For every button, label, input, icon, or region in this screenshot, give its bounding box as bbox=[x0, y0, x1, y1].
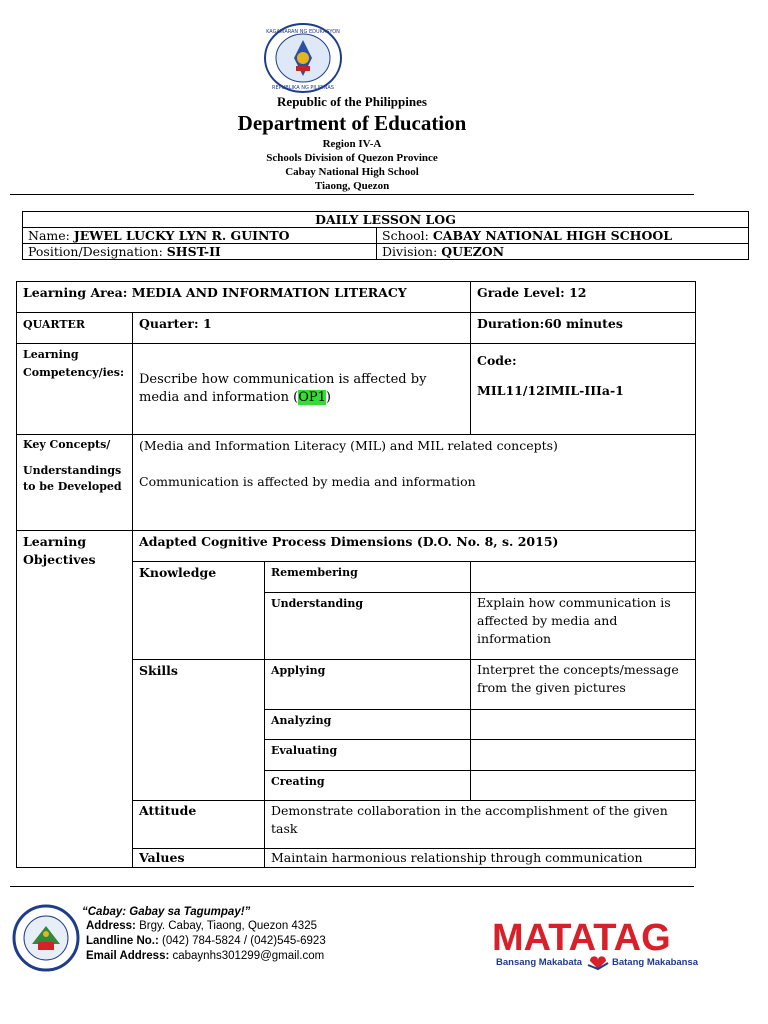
understanding-label: Understanding bbox=[265, 593, 471, 660]
motto-text: “Cabay: Gabay sa Tagumpay!” bbox=[82, 906, 251, 918]
competency-cell bbox=[133, 344, 471, 435]
address-label: Address: bbox=[86, 920, 136, 932]
division-label: Division: bbox=[382, 244, 438, 259]
code-cell bbox=[471, 344, 696, 435]
key-concepts-cell bbox=[133, 435, 696, 531]
name-value: JEWEL LUCKY LYN R. GUINTO bbox=[73, 228, 290, 243]
objectives-heading: Adapted Cognitive Process Dimensions (D.O. No. 8, s. 2015) bbox=[133, 531, 696, 562]
applying-value: Interpret the concepts/message from the given pictures bbox=[471, 660, 696, 710]
school-cell bbox=[377, 228, 749, 244]
key-line-1: (Media and Information Literacy (MIL) and MIL related concepts) bbox=[139, 438, 558, 453]
position-cell bbox=[23, 244, 377, 260]
department-heading: Department of Education bbox=[237, 111, 467, 135]
landline-label: Landline No.: bbox=[86, 935, 159, 947]
quarter-value: Quarter: 1 bbox=[133, 313, 471, 344]
competency-label: Learning Competency/ies: bbox=[17, 344, 133, 435]
key-line-2: Communication is affected by media and information bbox=[139, 474, 476, 489]
deped-seal-logo bbox=[262, 22, 344, 94]
position-value: SHST-II bbox=[166, 244, 221, 259]
understanding-value: Explain how communication is affected by media and information bbox=[471, 593, 696, 660]
header-divider bbox=[10, 194, 694, 195]
analyzing-label: Analyzing bbox=[265, 710, 471, 740]
key-concepts-label bbox=[17, 435, 133, 531]
applying-label: Applying bbox=[265, 660, 471, 710]
footer-landline bbox=[86, 934, 326, 949]
footer-divider bbox=[10, 886, 694, 887]
competency-text: Describe how communication is affected by media and information ( bbox=[139, 372, 427, 405]
lesson-log-table bbox=[22, 211, 749, 260]
matatag-tagline-left: Bansang Makabata bbox=[496, 957, 583, 968]
grade-level-value: 12 bbox=[569, 285, 587, 300]
duration-value: Duration:60 minutes bbox=[471, 313, 696, 344]
learning-area-label: Learning Area: bbox=[23, 285, 128, 300]
email-label: Email Address: bbox=[86, 950, 170, 962]
key-label-1: Key Concepts/ bbox=[23, 438, 111, 451]
division-value: QUEZON bbox=[441, 244, 505, 259]
republic-heading: Republic of the Philippines bbox=[277, 94, 427, 109]
landline-value: (042) 784-5824 / (042)545-6923 bbox=[162, 935, 326, 947]
name-label: Name: bbox=[28, 228, 70, 243]
footer-email bbox=[86, 949, 324, 964]
grade-level-label: Grade Level: bbox=[477, 285, 565, 300]
name-cell bbox=[23, 228, 377, 244]
evaluating-label: Evaluating bbox=[265, 740, 471, 771]
learning-area-cell bbox=[17, 282, 471, 313]
objectives-label: Learning Objectives bbox=[17, 531, 133, 868]
school-label: School: bbox=[382, 228, 429, 243]
lesson-plan-table bbox=[16, 281, 696, 868]
competency-close: ) bbox=[325, 390, 331, 405]
evaluating-value bbox=[471, 740, 696, 771]
skills-label: Skills bbox=[133, 660, 265, 801]
creating-value bbox=[471, 771, 696, 801]
analyzing-value bbox=[471, 710, 696, 740]
seal-text-top: KAGAWARAN NG EDUKASYON bbox=[266, 29, 340, 35]
hands-heart-icon bbox=[586, 951, 610, 971]
school-seal-logo bbox=[12, 904, 80, 972]
key-label-2: Understandings to be Developed bbox=[23, 464, 122, 493]
school-value: CABAY NATIONAL HIGH SCHOOL bbox=[432, 228, 673, 243]
division-cell bbox=[377, 244, 749, 260]
creating-label: Creating bbox=[265, 771, 471, 801]
remembering-value bbox=[471, 562, 696, 593]
remembering-label: Remembering bbox=[265, 562, 471, 593]
quarter-label: QUARTER bbox=[17, 313, 133, 344]
competency-tag: OP1 bbox=[298, 390, 326, 405]
attitude-label: Attitude bbox=[133, 801, 265, 849]
email-value: cabaynhs301299@gmail.com bbox=[172, 950, 325, 962]
footer-address bbox=[86, 919, 317, 934]
knowledge-label: Knowledge bbox=[133, 562, 265, 660]
school-line: Cabay National High School bbox=[285, 166, 419, 178]
values-value: Maintain harmonious relationship through communication bbox=[265, 849, 696, 868]
code-label: Code: bbox=[477, 353, 517, 368]
location-line: Tiaong, Quezon bbox=[314, 180, 390, 192]
matatag-logo-text: MATATAG bbox=[492, 917, 671, 959]
matatag-tagline-right: Batang Makabansa bbox=[612, 957, 699, 968]
region-line: Region IV-A bbox=[322, 138, 382, 150]
log-title: DAILY LESSON LOG bbox=[23, 212, 749, 228]
division-line: Schools Division of Quezon Province bbox=[266, 152, 438, 164]
seal-text-bottom: REPUBLIKA NG PILIPINAS bbox=[272, 85, 334, 91]
attitude-value: Demonstrate collaboration in the accomplishment of the given task bbox=[265, 801, 696, 849]
code-value: MIL11/12IMIL-IIIa-1 bbox=[477, 383, 624, 398]
grade-level-cell bbox=[471, 282, 696, 313]
learning-area-value: MEDIA AND INFORMATION LITERACY bbox=[131, 285, 407, 300]
footer-motto bbox=[82, 905, 250, 920]
address-value: Brgy. Cabay, Tiaong, Quezon 4325 bbox=[139, 920, 317, 932]
values-label: Values bbox=[133, 849, 265, 868]
position-label: Position/Designation: bbox=[28, 244, 163, 259]
